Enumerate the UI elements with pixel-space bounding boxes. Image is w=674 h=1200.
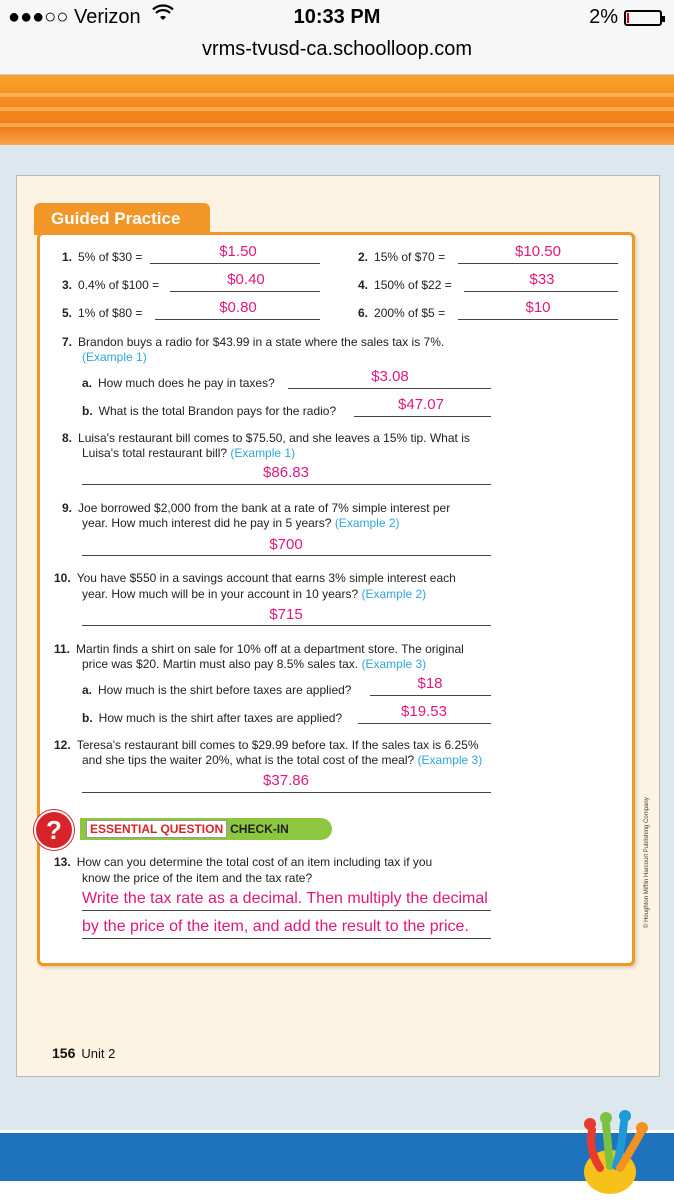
answer-6: $10: [525, 299, 551, 316]
answer-line-7a: [288, 388, 491, 389]
question-mark-icon: ?: [34, 810, 74, 850]
problem-10-line2: year. How much will be in your account in 10 years? (Example 2): [82, 587, 427, 601]
check-in-label: CHECK-IN: [230, 822, 289, 836]
answer-10: $715: [269, 606, 303, 623]
answer-line-3: [170, 291, 320, 292]
answer-line-5: [155, 319, 320, 320]
battery-status: [589, 6, 662, 29]
problem-3: 3. 0.4% of $100 =: [62, 278, 160, 292]
answer-5: $0.80: [219, 299, 257, 316]
problem-11b: b. How much is the shirt after taxes are applied?: [82, 711, 343, 725]
problem-2: 2. 15% of $70 =: [358, 250, 446, 264]
answer-13-line2: by the price of the item, and add the result to the price.: [82, 918, 469, 935]
problem-12-line2: and she tips the waiter 20%, what is the total cost of the meal? (Example 3): [82, 753, 483, 767]
status-bar: [0, 0, 674, 36]
section-title: Guided Practice: [34, 203, 210, 235]
answer-line-12: [82, 792, 491, 793]
problem-4: 4. 150% of $22 =: [358, 278, 452, 292]
answer-line-1: [150, 263, 320, 264]
page-number: 156 Unit 2: [52, 1045, 116, 1061]
problem-12: 12. Teresa's restaurant bill comes to $29.99 before tax. If the sales tax is 6.25%: [54, 738, 479, 752]
problem-6: 6. 200% of $5 =: [358, 306, 446, 320]
problem-8-line2: Luisa's total restaurant bill? (Example 1): [82, 446, 296, 460]
answer-8: $86.83: [263, 464, 309, 481]
essential-question-label: ESSENTIAL QUESTION: [86, 820, 227, 838]
problem-7: 7. Brandon buys a radio for $43.99 in a state where the sales tax is 7%.: [62, 335, 445, 349]
problem-11a: a. How much is the shirt before taxes are applied?: [82, 683, 352, 697]
address-bar[interactable]: [0, 36, 674, 75]
clock: 10:33 PM: [293, 6, 381, 28]
answer-9: $700: [269, 536, 303, 553]
essential-question-banner: [80, 818, 332, 840]
answer-3: $0.40: [227, 271, 265, 288]
school-logo-icon: [562, 1110, 662, 1196]
answer-line-13a: [82, 910, 491, 911]
battery-fill: [627, 13, 629, 23]
answer-line-7b: [354, 416, 491, 417]
copyright-text: © Houghton Mifflin Harcourt Publishing Company: [644, 797, 650, 928]
answer-2: $10.50: [515, 243, 561, 260]
problem-13: 13. How can you determine the total cost of an item including tax if you: [54, 855, 433, 869]
problem-7a: a. How much does he pay in taxes?: [82, 376, 275, 390]
battery-percent: 2%: [589, 6, 618, 28]
page-header-band: [0, 75, 674, 145]
battery-icon: [624, 10, 662, 26]
answer-11b: $19.53: [401, 703, 447, 720]
problem-13-line2: know the price of the item and the tax rate?: [82, 871, 313, 885]
answer-12: $37.86: [263, 772, 309, 789]
problem-11-line2: price was $20. Martin must also pay 8.5% sales tax. (Example 3): [82, 657, 427, 671]
answer-line-4: [464, 291, 618, 292]
answer-7a: $3.08: [371, 368, 409, 385]
problem-7b: b. What is the total Brandon pays for the radio?: [82, 404, 337, 418]
problem-5: 5. 1% of $80 =: [62, 306, 143, 320]
answer-line-11a: [370, 695, 491, 696]
problem-7-example: (Example 1): [82, 350, 147, 364]
problem-9: 9. Joe borrowed $2,000 from the bank at a rate of 7% simple interest per: [62, 501, 451, 515]
answer-line-8: [82, 484, 491, 485]
answer-4: $33: [529, 271, 555, 288]
answer-line-13b: [82, 938, 491, 939]
problem-11: 11. Martin finds a shirt on sale for 10% off at a department store. The original: [54, 642, 464, 656]
answer-line-6: [458, 319, 618, 320]
url-text[interactable]: vrms-tvusd-ca.schoolloop.com: [201, 38, 473, 60]
answer-line-10: [82, 625, 491, 626]
answer-line-9: [82, 555, 491, 556]
problem-1: 1. 5% of $30 =: [62, 250, 143, 264]
answer-line-2: [458, 263, 618, 264]
problem-10: 10. You have $550 in a savings account that earns 3% simple interest each: [54, 571, 456, 585]
problem-8: 8. Luisa's restaurant bill comes to $75.50, and she leaves a 15% tip. What is: [62, 431, 470, 445]
answer-13-line1: Write the tax rate as a decimal. Then multiply the decimal: [82, 890, 488, 907]
answer-7b: $47.07: [398, 396, 444, 413]
answer-1: $1.50: [219, 243, 257, 260]
answer-11a: $18: [417, 675, 443, 692]
problem-9-line2: year. How much interest did he pay in 5 years? (Example 2): [82, 516, 400, 530]
carrier-signal: ●●●○○ Verizon: [8, 6, 141, 28]
answer-line-11b: [358, 723, 491, 724]
